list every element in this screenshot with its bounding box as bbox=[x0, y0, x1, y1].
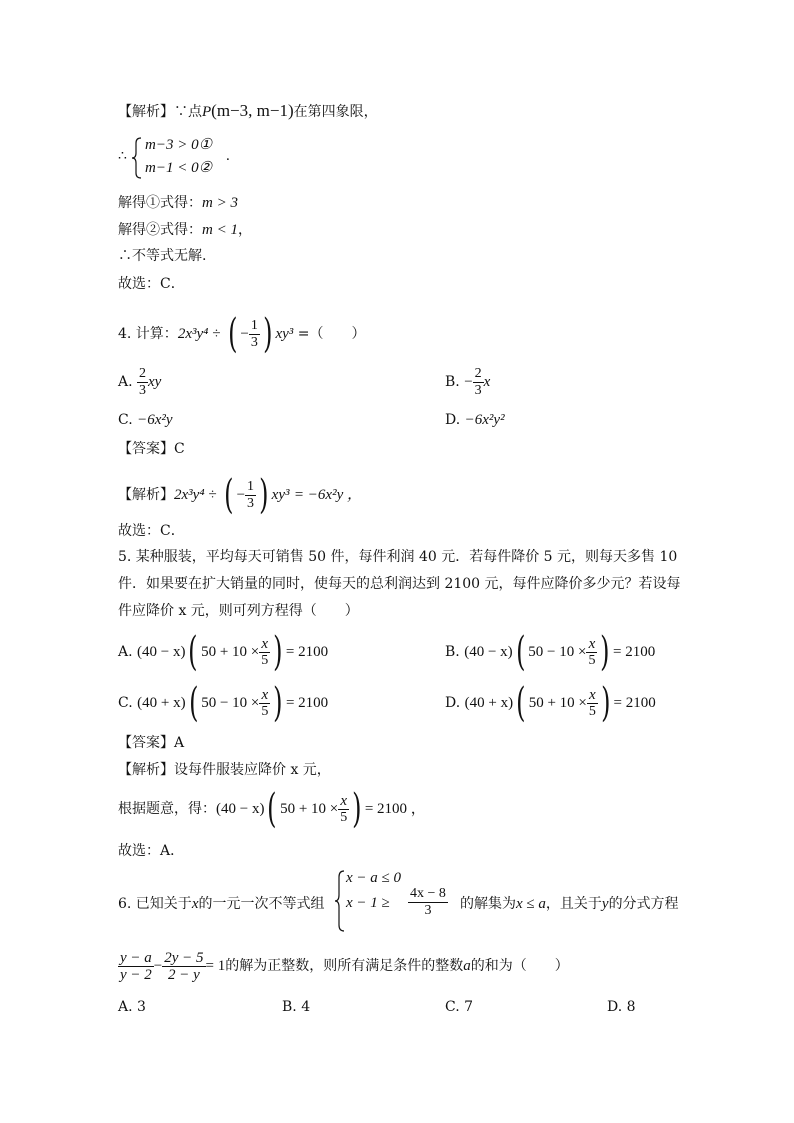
q4-option-c bbox=[118, 410, 173, 430]
fraction-ya-y2: $\frac{y - a}{y - 2}$ bbox=[120, 949, 152, 983]
math-term: = 2100 bbox=[613, 644, 656, 660]
math-term: (40 − x) bbox=[216, 801, 265, 817]
option-label: D. bbox=[445, 412, 461, 428]
math-term: 2x³y⁴ ÷ bbox=[177, 326, 221, 342]
q5-option-b: B. (40 − x)( 50 − 10 × $\frac{x}{5}$ ) = 2100 bbox=[445, 629, 656, 675]
option-label: B. bbox=[445, 644, 460, 660]
option-math: −6x²y² bbox=[464, 412, 505, 428]
fraction-1-3: $\frac{1}{3}$ bbox=[247, 478, 255, 511]
sol-text: 解得②式得： bbox=[118, 222, 202, 238]
analysis-text: 根据题意，得： bbox=[118, 801, 216, 817]
math-term: 50 + 10 × bbox=[280, 801, 339, 817]
sol-math: m < 1 bbox=[202, 222, 238, 238]
question-text: 的和为（ ） bbox=[470, 958, 569, 974]
minus-sign: − bbox=[236, 487, 246, 503]
fraction-x-5: $\frac{x}{5}$ bbox=[340, 792, 348, 825]
q5-stem-line3: 件应降价 x 元，则可列方程得（ ） bbox=[118, 603, 359, 619]
math-term: xy bbox=[148, 374, 162, 390]
q3-choice: 故选：C． bbox=[118, 276, 185, 292]
question-text: 的解为正整数，则所有满足条件的整数 bbox=[225, 958, 464, 974]
paren-close: ) bbox=[262, 311, 273, 357]
q3-analysis-line1 bbox=[118, 101, 378, 122]
fraction-1-3: $\frac{1}{3}$ bbox=[250, 317, 258, 350]
option-label: C. bbox=[118, 412, 133, 428]
option-label: C. bbox=[118, 695, 133, 711]
q5-option-c: C. (40 + x)( 50 − 10 × $\frac{x}{5}$ ) = 2100 bbox=[118, 680, 329, 726]
question-text: 的一元一次不等式组 bbox=[198, 896, 325, 912]
math-term: x ≤ a bbox=[516, 896, 546, 912]
fraction-x-5: $\frac{x}{5}$ bbox=[588, 635, 596, 668]
math-term: 50 − 10 × bbox=[528, 644, 587, 660]
math-term: = 2100 bbox=[285, 644, 329, 660]
q6-option-c: C. 7 bbox=[445, 999, 474, 1015]
q4-analysis bbox=[118, 472, 362, 518]
q5-option-a: A. (40 − x)( 50 + 10 × $\frac{x}{5}$ ) = 2100 bbox=[118, 629, 329, 675]
sol-end: ， bbox=[237, 222, 252, 238]
q5-answer: 【答案】A bbox=[118, 735, 185, 751]
math-term: (40 + x) bbox=[464, 695, 514, 711]
minus-sign: − bbox=[240, 326, 249, 342]
q6-stem-line1 bbox=[118, 868, 678, 938]
math-term: = 2100 ， bbox=[364, 801, 426, 817]
q6-option-d: D. 8 bbox=[607, 999, 636, 1015]
q6-stem-line2 bbox=[118, 946, 569, 986]
fraction-2y5-2y: $\frac{2y - 5}{2 - y}$ bbox=[164, 949, 204, 983]
option-label: A. bbox=[118, 374, 133, 390]
paren-open: ( bbox=[227, 311, 238, 357]
q4-stem bbox=[118, 311, 366, 357]
q3-system bbox=[118, 135, 248, 181]
fraction-x-5: $\frac{x}{5}$ bbox=[261, 686, 269, 719]
option-math: −6x²y bbox=[137, 412, 173, 428]
sol-math: m > 3 bbox=[202, 195, 238, 211]
fraction-4x8-3: $\frac{4x - 8}{3}$ bbox=[410, 886, 446, 918]
point-name: P bbox=[202, 104, 212, 120]
q4-option-d bbox=[445, 410, 505, 430]
math-var: a bbox=[463, 958, 471, 974]
question-text: 的分式方程 bbox=[608, 896, 679, 912]
q4-choice: 故选：C． bbox=[118, 523, 185, 539]
q6-option-a: A. 3 bbox=[118, 999, 146, 1015]
question-number: 6. 已知关于 bbox=[118, 896, 192, 912]
system-eq-1: m−3 > 0① bbox=[145, 137, 213, 153]
q3-no-solution: ∴不等式无解. bbox=[118, 248, 207, 264]
paren-open: ( bbox=[224, 472, 234, 518]
option-label: B. bbox=[445, 374, 460, 390]
fraction-2-3: $\frac{2}{3}$ bbox=[474, 365, 482, 398]
point-coords: (m−3, m−1) bbox=[211, 101, 294, 120]
left-brace-icon bbox=[334, 870, 346, 932]
option-label: D. bbox=[445, 695, 461, 711]
math-term: xy³ bbox=[271, 487, 290, 503]
q5-analysis-line1: 【解析】设每件服装应降价 x 元， bbox=[118, 762, 331, 778]
system-eq-2: x − 1 ≥ bbox=[346, 895, 390, 911]
q5-stem-line1: 5. 某种服装，平均每天可销售 50 件，每件利润 40 元．若每件降价 5 元，则每天多售 10 bbox=[118, 549, 678, 565]
fraction-2-3: $\frac{2}{3}$ bbox=[139, 365, 147, 398]
analysis-label: 【解析】 bbox=[118, 487, 174, 503]
math-term: = 1 bbox=[205, 958, 226, 974]
math-term: (40 − x) bbox=[464, 644, 513, 660]
analysis-text: 在第四象限， bbox=[293, 104, 378, 120]
system-eq-1: x − a ≤ 0 bbox=[346, 870, 402, 886]
q4-option-a bbox=[118, 362, 161, 402]
q4-answer: 【答案】C bbox=[118, 441, 185, 457]
question-number: 4. 计算： bbox=[118, 326, 178, 342]
analysis-result: = −6x²y ， bbox=[293, 487, 362, 503]
answer-blank: =（ ） bbox=[297, 326, 366, 342]
fraction-x-5: $\frac{x}{5}$ bbox=[261, 635, 269, 668]
math-term: 2x³y⁴ ÷ bbox=[174, 487, 217, 503]
q3-sol1 bbox=[118, 193, 238, 213]
fraction-x-5: $\frac{x}{5}$ bbox=[588, 686, 596, 719]
math-var: x bbox=[191, 896, 199, 912]
system-end: . bbox=[226, 148, 230, 164]
minus-sign: − bbox=[464, 374, 473, 390]
paren-close: ) bbox=[259, 472, 269, 518]
analysis-label: 【解析】 bbox=[118, 104, 174, 120]
math-term: = 2100 bbox=[285, 695, 329, 711]
therefore-sign: ∴ bbox=[118, 148, 127, 164]
math-term: (40 − x) bbox=[137, 644, 186, 660]
math-term: 50 + 10 × bbox=[528, 695, 587, 711]
sol-text: 解得①式得： bbox=[118, 195, 202, 211]
math-term: = 2100 bbox=[613, 695, 656, 711]
q5-stem-line2: 件．如果要在扩大销量的同时，使每天的总利润达到 2100 元，每件应降价多少元？若设每 bbox=[118, 576, 681, 592]
math-term: xy³ bbox=[275, 326, 294, 342]
q4-option-b bbox=[445, 362, 490, 402]
q3-sol2 bbox=[118, 220, 252, 240]
q6-option-b: B. 4 bbox=[282, 999, 311, 1015]
q5-choice: 故选：A． bbox=[118, 843, 185, 859]
math-term: 50 − 10 × bbox=[201, 695, 260, 711]
math-term: 50 + 10 × bbox=[201, 644, 260, 660]
left-brace-icon bbox=[131, 137, 143, 179]
q5-option-d: D. (40 + x)( 50 + 10 × $\frac{x}{5}$ ) = 2100 bbox=[445, 680, 656, 726]
analysis-text: ∵点 bbox=[174, 104, 202, 120]
math-term: (40 + x) bbox=[137, 695, 186, 711]
question-text: ，且关于 bbox=[545, 896, 602, 912]
option-label: A. bbox=[118, 644, 133, 660]
q5-analysis-line2: 根据题意，得：(40 − x)( 50 + 10 × $\frac{x}{5}$ ) = 2100 ， bbox=[118, 786, 426, 832]
system-eq-2: m−1 < 0② bbox=[145, 160, 213, 176]
question-text: 的解集为 bbox=[460, 896, 516, 912]
math-var: y bbox=[601, 896, 609, 912]
math-term: x bbox=[483, 374, 491, 390]
minus-sign: − bbox=[153, 958, 163, 974]
